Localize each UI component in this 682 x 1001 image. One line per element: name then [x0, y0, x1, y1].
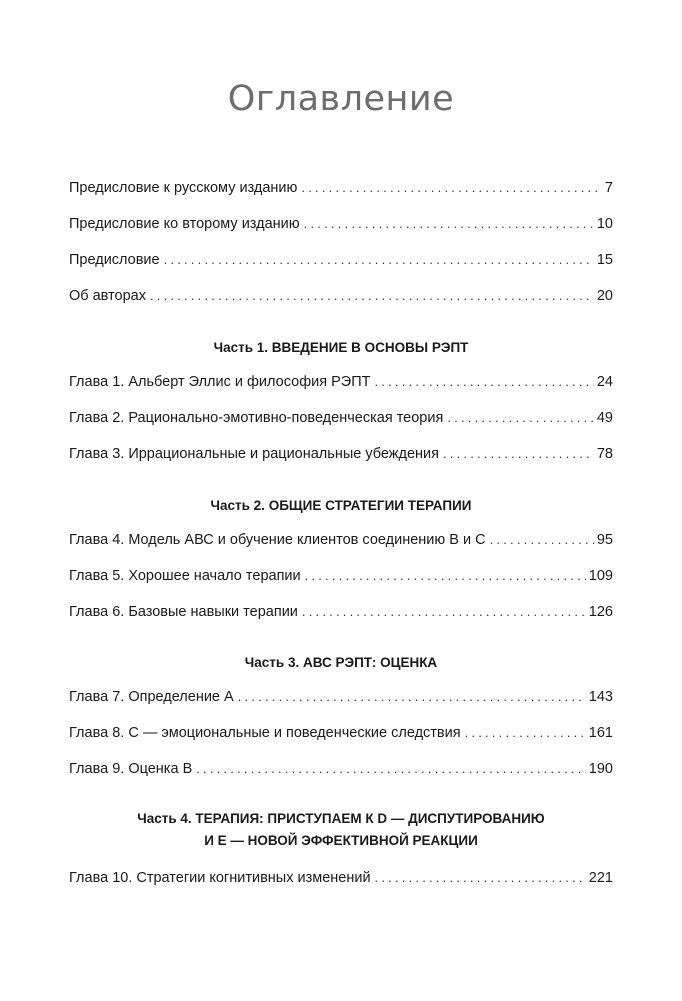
toc-page-number: 20: [596, 288, 613, 304]
toc-page-number: 161: [588, 725, 613, 741]
toc-dot-leader: [302, 603, 586, 621]
toc-dot-leader: [305, 567, 586, 585]
toc-dot-leader: [238, 688, 586, 706]
page-title: Оглавление: [227, 79, 455, 120]
toc-entry-chapter-4[interactable]: [69, 531, 613, 549]
part-heading-1: Часть 1. ВВЕДЕНИЕ В ОСНОВЫ РЭПТ: [213, 340, 469, 355]
part-heading-3: Часть 3. АВС РЭПТ: ОЦЕНКА: [244, 655, 438, 670]
toc-page-number: 109: [588, 568, 613, 584]
toc-entry-title: Глава 2. Рационально-эмотивно-поведенческая теория: [69, 410, 444, 426]
toc-entry-title: Предисловие: [69, 252, 160, 268]
toc-entry-title: Глава 5. Хорошее начало терапии: [69, 568, 301, 584]
toc-entry-chapter-1[interactable]: [69, 373, 613, 391]
toc-dot-leader: [304, 215, 594, 233]
part-heading-4: Часть 4. ТЕРАПИЯ: ПРИСТУПАЕМ К D — ДИСПУТИРОВАНИЮ: [137, 811, 545, 826]
toc-entry-title: Глава 10. Стратегии когнитивных изменений: [69, 870, 371, 886]
toc-page-number: 221: [588, 870, 613, 886]
toc-entry-chapter-10[interactable]: [69, 869, 613, 887]
toc-dot-leader: [374, 373, 593, 391]
toc-entry-title: Глава 9. Оценка В: [69, 761, 193, 777]
toc-dot-leader: [375, 869, 586, 887]
toc-dot-leader: [196, 760, 586, 778]
toc-entry-preface-russian[interactable]: [69, 179, 613, 197]
toc-entry-title: Об авторах: [69, 288, 146, 304]
toc-page-number: 7: [604, 180, 613, 196]
toc-page-number: 10: [596, 216, 613, 232]
toc-dot-leader: [301, 179, 602, 197]
toc-entry-chapter-6[interactable]: [69, 603, 613, 621]
toc-entry-preface[interactable]: [69, 251, 613, 269]
part-heading-4-line-2: И Е — НОВОЙ ЭФФЕКТИВНОЙ РЕАКЦИИ: [204, 833, 478, 848]
toc-entry-title: Глава 4. Модель АВС и обучение клиентов соединению В и С: [69, 532, 486, 548]
toc-entry-chapter-2[interactable]: [69, 409, 613, 427]
toc-entry-chapter-5[interactable]: [69, 567, 613, 585]
toc-entry-title: Глава 3. Иррациональные и рациональные убеждения: [69, 446, 439, 462]
toc-entry-chapter-8[interactable]: [69, 724, 613, 742]
toc-page-number: 78: [596, 446, 613, 462]
toc-entry-chapter-7[interactable]: [69, 688, 613, 706]
toc-page-number: 143: [588, 689, 613, 705]
toc-entry-chapter-9[interactable]: [69, 760, 613, 778]
toc-dot-leader: [164, 251, 594, 269]
toc-page-number: 95: [596, 532, 613, 548]
toc-entry-title: Глава 6. Базовые навыки терапии: [69, 604, 298, 620]
toc-entry-about-authors[interactable]: [69, 287, 613, 305]
toc-entry-title: Глава 1. Альберт Эллис и философия РЭПТ: [69, 374, 371, 390]
toc-page-number: 190: [588, 761, 613, 777]
toc-entry-preface-second[interactable]: [69, 215, 613, 233]
toc-entry-chapter-3[interactable]: [69, 445, 613, 463]
toc-dot-leader: [447, 409, 594, 427]
toc-dot-leader: [150, 287, 594, 305]
part-heading-2: Часть 2. ОБЩИЕ СТРАТЕГИИ ТЕРАПИИ: [210, 498, 472, 513]
toc-dot-leader: [490, 531, 594, 549]
toc-entry-title: Глава 7. Определение А: [69, 689, 234, 705]
toc-page-number: 24: [596, 374, 613, 390]
toc-entry-title: Глава 8. С — эмоциональные и поведенческие следствия: [69, 725, 461, 741]
toc-entry-title: Предисловие к русскому изданию: [69, 180, 298, 196]
toc-page-number: 15: [596, 252, 613, 268]
toc-dot-leader: [443, 445, 594, 463]
toc-page-number: 126: [588, 604, 613, 620]
toc-page-number: 49: [596, 410, 613, 426]
toc-entry-title: Предисловие ко второму изданию: [69, 216, 300, 232]
toc-dot-leader: [465, 724, 586, 742]
